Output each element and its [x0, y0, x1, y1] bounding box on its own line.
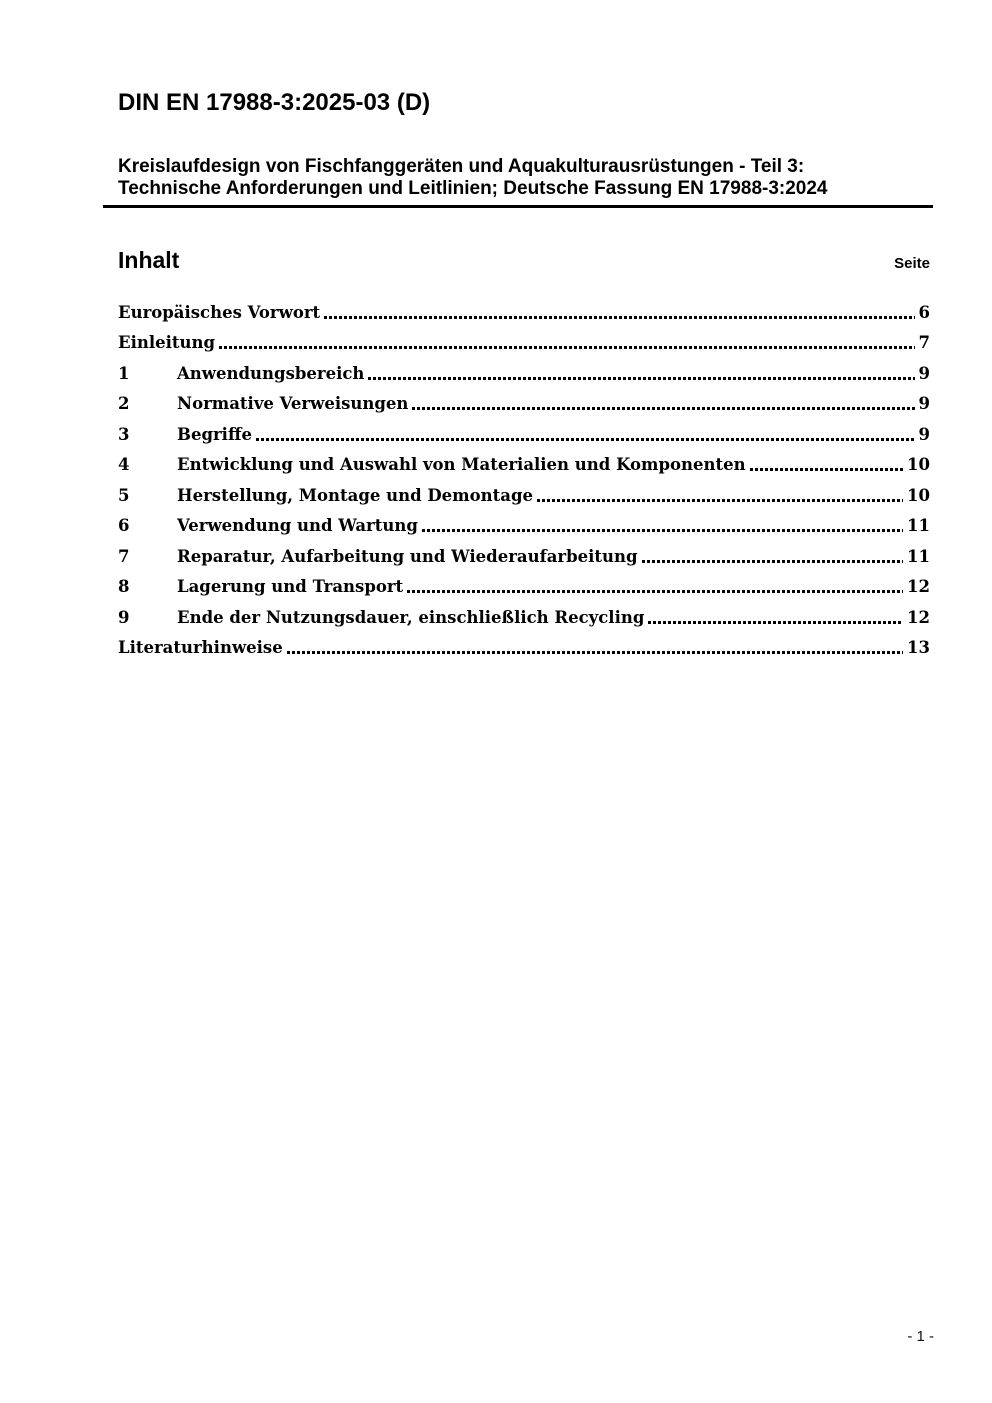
toc-entry-number: 2 — [118, 394, 130, 413]
toc-leader-dots — [537, 499, 903, 502]
toc-page-column-label: Seite — [894, 255, 930, 272]
toc-heading: Inhalt — [118, 247, 180, 273]
toc-entry — [118, 597, 930, 628]
toc-leader-dots — [256, 438, 915, 441]
toc-entry-number: 8 — [118, 577, 130, 596]
toc-entry-page: 13 — [907, 638, 930, 657]
toc-entry — [118, 445, 930, 476]
toc-entry-page: 7 — [918, 333, 930, 352]
toc-entry — [118, 323, 930, 354]
toc-entry — [118, 628, 930, 659]
toc-leader-dots — [368, 377, 914, 380]
toc-entry-page: 10 — [907, 455, 930, 474]
toc-entry-page: 12 — [907, 607, 930, 627]
toc-entry-number: 5 — [118, 485, 130, 505]
toc-leader-dots — [648, 621, 903, 624]
document-number: DIN EN 17988-3:2025-03 (D) — [118, 89, 431, 116]
toc-list — [118, 292, 930, 658]
toc-entry-title: Begriffe — [177, 424, 252, 444]
toc-entry-title: Verwendung und Wartung — [177, 516, 418, 535]
document-title-line2: Technische Anforderungen und Leitlinien; Deutsche Fassung EN 17988-3:2024 — [118, 178, 828, 199]
toc-entry-number: 1 — [118, 363, 130, 383]
toc-entry-page: 12 — [907, 577, 930, 596]
toc-leader-dots — [219, 346, 914, 349]
toc-entry-title: Literaturhinweise — [118, 638, 283, 657]
toc-entry — [118, 506, 930, 537]
title-divider-rule — [103, 205, 933, 208]
toc-entry-page: 6 — [918, 302, 930, 322]
toc-entry — [118, 292, 930, 323]
toc-entry — [118, 353, 930, 384]
toc-entry-number: 4 — [118, 455, 130, 474]
toc-entry — [118, 414, 930, 445]
toc-entry-number: 7 — [118, 546, 130, 566]
toc-entry-page: 9 — [918, 363, 930, 383]
toc-entry-number: 3 — [118, 424, 130, 444]
toc-entry-page: 11 — [907, 546, 930, 566]
toc-entry-title: Entwicklung und Auswahl von Materialien und Komponenten — [177, 455, 746, 474]
toc-entry-title: Reparatur, Aufarbeitung und Wiederaufarbeitung — [177, 546, 638, 566]
toc-entry-page: 9 — [918, 394, 930, 413]
toc-leader-dots — [750, 468, 903, 471]
toc-entry — [118, 567, 930, 598]
toc-header — [118, 248, 930, 272]
toc-leader-dots — [642, 560, 903, 563]
toc-entry-number: 6 — [118, 516, 130, 535]
document-title — [118, 156, 930, 200]
page-content — [118, 0, 930, 658]
toc-entry-number: 9 — [118, 607, 130, 627]
toc-leader-dots — [422, 529, 903, 532]
toc-entry-title: Normative Verweisungen — [177, 394, 409, 413]
document-title-line1: Kreislaufdesign von Fischfanggeräten und Aquakulturausrüstungen - Teil 3: — [118, 156, 805, 177]
toc-entry-title: Einleitung — [118, 333, 216, 352]
toc-entry-title: Ende der Nutzungsdauer, einschließlich Recycling — [177, 607, 645, 627]
toc-entry — [118, 475, 930, 506]
page-number-footer: - 1 - — [907, 1328, 934, 1345]
toc-leader-dots — [287, 651, 903, 654]
toc-entry — [118, 384, 930, 415]
toc-entry-title: Europäisches Vorwort — [118, 302, 321, 322]
toc-entry-title: Lagerung und Transport — [177, 577, 404, 596]
toc-leader-dots — [412, 407, 914, 410]
toc-entry-page: 10 — [907, 485, 930, 505]
toc-entry-page: 11 — [907, 516, 930, 535]
toc-entry-title: Anwendungsbereich — [177, 363, 365, 383]
toc-leader-dots — [324, 316, 914, 319]
toc-entry — [118, 536, 930, 567]
toc-entry-page: 9 — [918, 424, 930, 444]
toc-entry-title: Herstellung, Montage und Demontage — [177, 485, 533, 505]
toc-leader-dots — [407, 590, 903, 593]
